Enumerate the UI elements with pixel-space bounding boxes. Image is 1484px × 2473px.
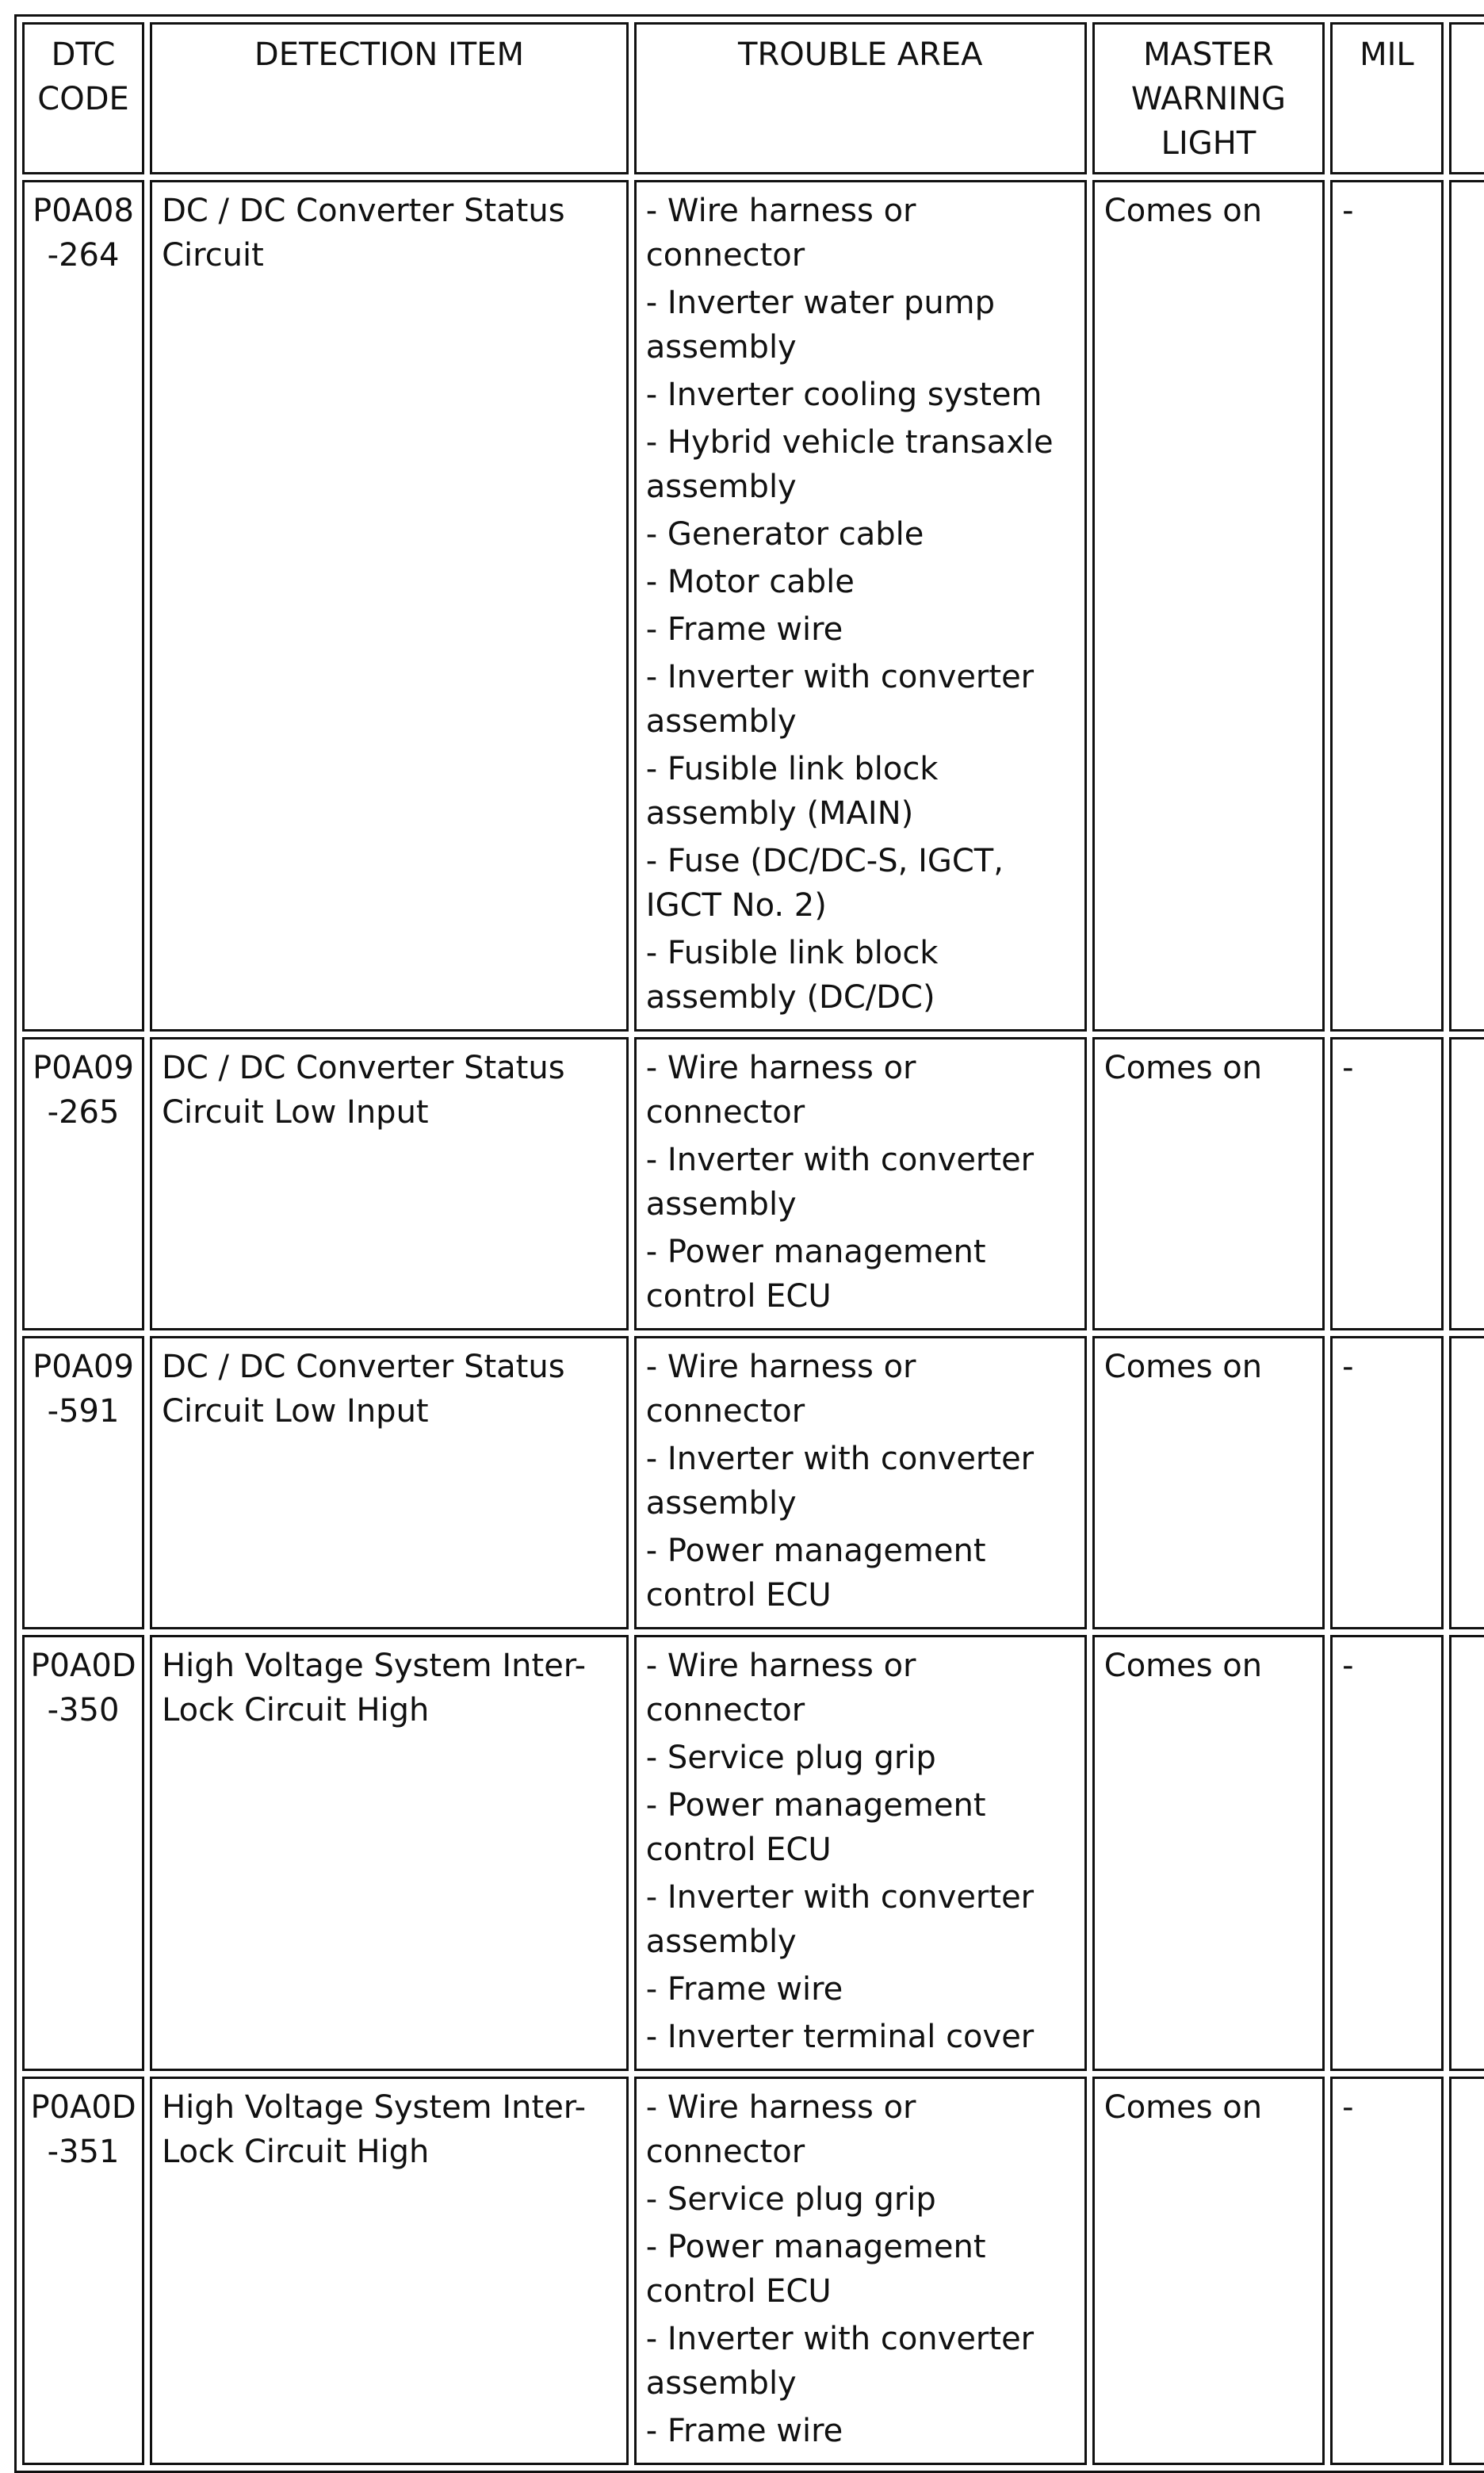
trouble-area-item: - Frame wire xyxy=(645,2413,843,2449)
trouble-area-item: - Motor cable xyxy=(645,564,855,600)
detection-item-cell: DC / DC Converter Status Circuit Low Input xyxy=(150,1336,629,1629)
table-row xyxy=(22,2077,1484,2465)
trouble-area-cell xyxy=(634,1635,1087,2071)
cut-off-cell xyxy=(1449,1635,1484,2071)
trouble-area-item: - Inverter water pump assembly xyxy=(645,285,996,366)
cut-off-cell xyxy=(1449,1037,1484,1330)
trouble-area-item: - Hybrid vehicle transaxle assembly xyxy=(645,424,1054,505)
trouble-area-item: - Inverter with converter assembly xyxy=(645,1142,1035,1223)
trouble-area-item: - Inverter cooling system xyxy=(645,377,1042,413)
trouble-area-item: - Power management control ECU xyxy=(645,2229,986,2310)
mil-cell: - xyxy=(1330,2077,1443,2465)
trouble-area-list xyxy=(646,189,1080,1020)
detection-item-cell: High Voltage System Inter-Lock Circuit High xyxy=(150,1635,629,2071)
table-row xyxy=(22,1037,1484,1330)
header-trouble-area: TROUBLE AREA xyxy=(634,22,1087,174)
trouble-area-item: - Inverter with converter assembly xyxy=(645,1879,1035,1960)
trouble-area-list xyxy=(646,1046,1080,1319)
trouble-area-item: - Generator cable xyxy=(645,516,924,553)
trouble-area-cell xyxy=(634,1037,1087,1330)
trouble-area-item: - Power management control ECU xyxy=(645,1533,986,1614)
mil-cell: - xyxy=(1330,1336,1443,1629)
trouble-area-item: - Inverter with converter assembly xyxy=(645,1441,1035,1522)
master-warning-light-cell: Comes on xyxy=(1092,1037,1325,1330)
mil-cell: - xyxy=(1330,1635,1443,2071)
mil-cell: - xyxy=(1330,1037,1443,1330)
trouble-area-item: - Inverter terminal cover xyxy=(645,2019,1035,2055)
trouble-area-item: - Wire harness or connector xyxy=(645,193,916,274)
trouble-area-cell xyxy=(634,2077,1087,2465)
trouble-area-item: - Inverter with converter assembly xyxy=(645,2321,1035,2402)
trouble-area-item: - Wire harness or connector xyxy=(645,2089,916,2170)
table-row xyxy=(22,180,1484,1032)
dtc-code-cell: P0A08-264 xyxy=(22,180,144,1032)
detection-item-cell: DC / DC Converter Status Circuit Low Input xyxy=(150,1037,629,1330)
header-row xyxy=(22,22,1484,174)
header-cut-off-column xyxy=(1449,22,1484,174)
cut-off-cell xyxy=(1449,180,1484,1032)
master-warning-light-cell: Comes on xyxy=(1092,180,1325,1032)
detection-item-cell: High Voltage System Inter-Lock Circuit High xyxy=(150,2077,629,2465)
trouble-area-cell xyxy=(634,180,1087,1032)
header-dtc-code: DTC CODE xyxy=(22,22,144,174)
master-warning-light-cell: Comes on xyxy=(1092,1635,1325,2071)
mil-cell: - xyxy=(1330,180,1443,1032)
trouble-area-item: - Power management control ECU xyxy=(645,1234,986,1315)
dtc-code-cell: P0A0D-350 xyxy=(22,1635,144,2071)
trouble-area-list xyxy=(646,1345,1080,1617)
trouble-area-item: - Fuse (DC/DC-S, IGCT, IGCT No. 2) xyxy=(645,843,1004,924)
header-master-warning-light: MASTER WARNING LIGHT xyxy=(1092,22,1325,174)
header-mil: MIL xyxy=(1330,22,1443,174)
master-warning-light-cell: Comes on xyxy=(1092,1336,1325,1629)
cut-off-cell xyxy=(1449,1336,1484,1629)
trouble-area-item: - Service plug grip xyxy=(645,1740,936,1776)
trouble-area-item: - Inverter with converter assembly xyxy=(645,659,1035,740)
dtc-code-cell: P0A09-265 xyxy=(22,1037,144,1330)
trouble-area-item: - Wire harness or connector xyxy=(645,1349,916,1430)
trouble-area-item: - Frame wire xyxy=(645,1971,843,2008)
table-row xyxy=(22,1635,1484,2071)
trouble-area-item: - Fusible link block assembly (MAIN) xyxy=(645,751,939,832)
header-detection-item: DETECTION ITEM xyxy=(150,22,629,174)
cut-off-cell xyxy=(1449,2077,1484,2465)
dtc-code-cell: P0A0D-351 xyxy=(22,2077,144,2465)
trouble-area-item: - Power management control ECU xyxy=(645,1787,986,1868)
dtc-table xyxy=(14,14,1484,2473)
trouble-area-item: - Service plug grip xyxy=(645,2181,936,2218)
trouble-area-item: - Frame wire xyxy=(645,611,843,648)
trouble-area-item: - Wire harness or connector xyxy=(645,1050,916,1131)
trouble-area-item: - Wire harness or connector xyxy=(645,1648,916,1728)
trouble-area-cell xyxy=(634,1336,1087,1629)
detection-item-cell: DC / DC Converter Status Circuit xyxy=(150,180,629,1032)
master-warning-light-cell: Comes on xyxy=(1092,2077,1325,2465)
trouble-area-item: - Fusible link block assembly (DC/DC) xyxy=(645,935,939,1016)
dtc-code-cell: P0A09-591 xyxy=(22,1336,144,1629)
table-row xyxy=(22,1336,1484,1629)
trouble-area-list xyxy=(646,2085,1080,2453)
trouble-area-list xyxy=(646,1644,1080,2059)
